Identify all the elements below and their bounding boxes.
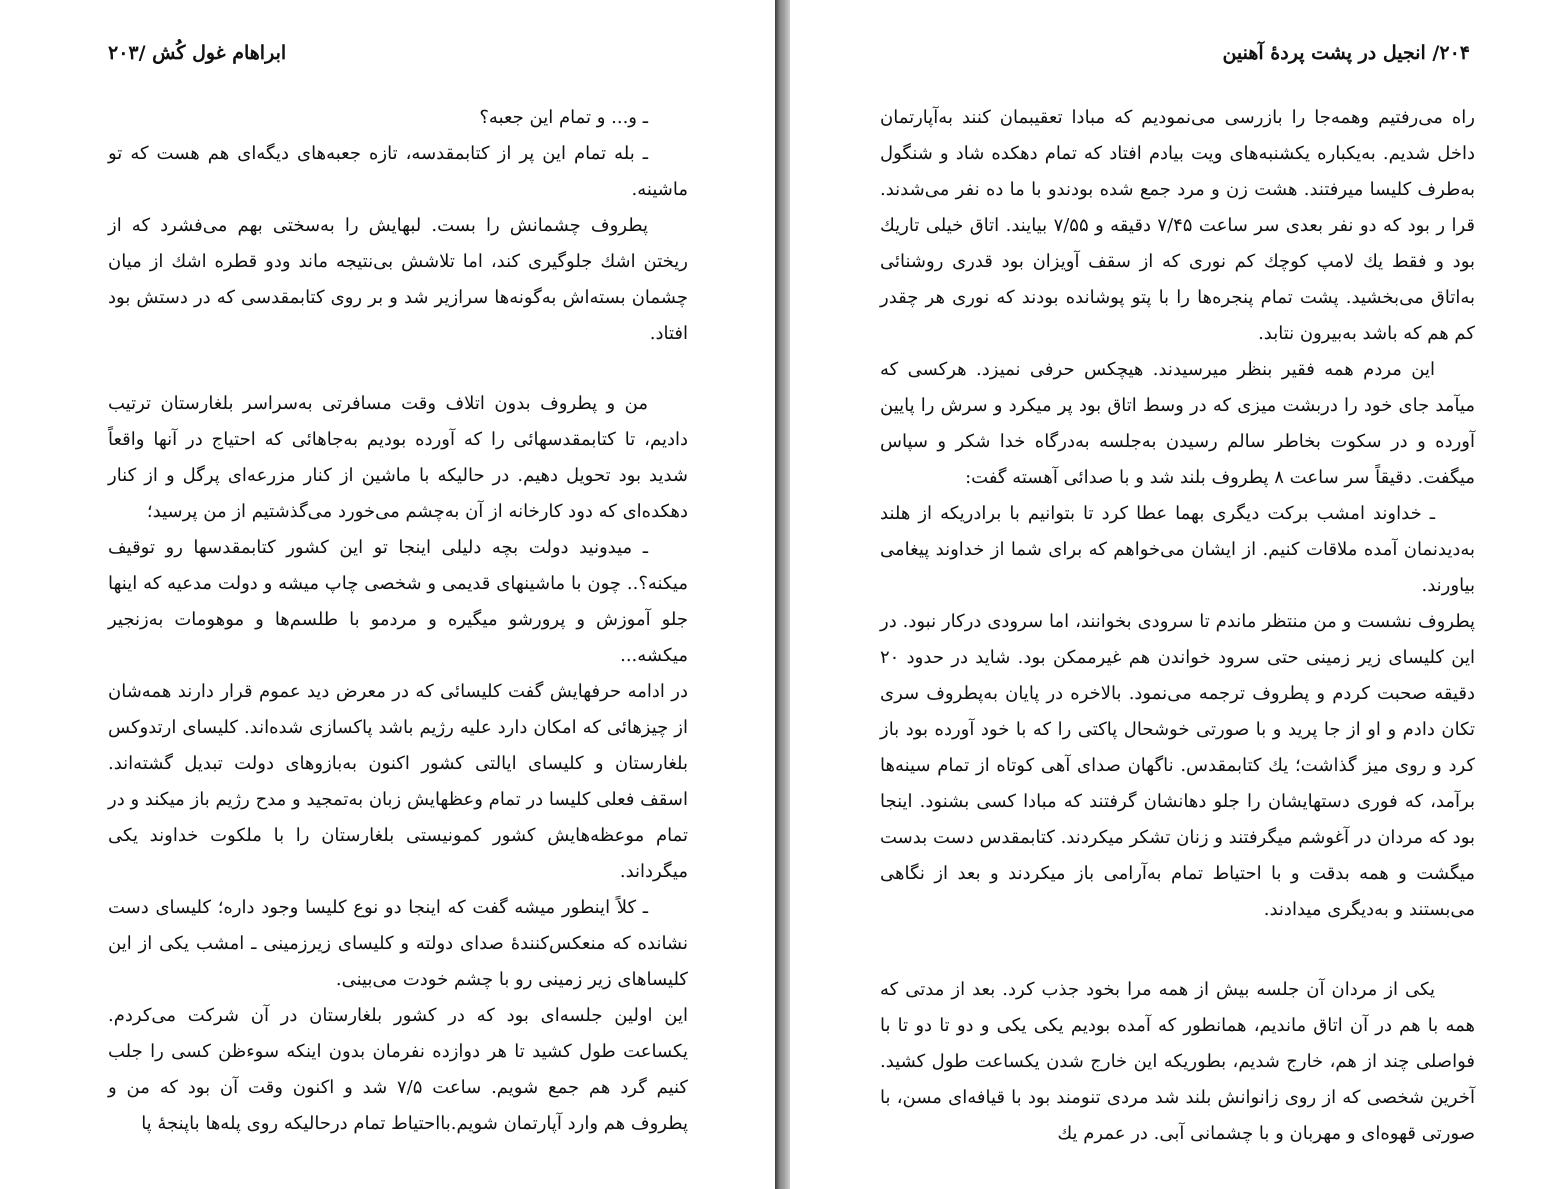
paragraph: ـ کلاً اینطور میشه گفت که اینجا دو نوع کلیسا وجود داره؛ کلیسای دست نشانده که منعکس‌کنندهٔ صدای دولته و کلیسای زیرزمینی ـ امشب یکی از این کلیساهای زیر زمینی رو با چشم خودت می‌بینی.	[108, 897, 688, 990]
paragraph: ـ بله تمام این پر از کتابمقدسه، تازه جعبه‌های دیگه‌ای هم هست که تو ماشینه.	[108, 143, 688, 200]
paragraph: یکی از مردان آن جلسه بیش از همه مرا بخود جذب کرد. بعد از مدتی که همه با هم در آن اتاق ماندیم، همانطور که آمده بودیم یکی یکی و دو تا دو تا با فواصلی چند از هم، خارج شدیم، بطوریکه این خارج شدن یکساعت طول کشید. آخرین شخصی که از روی زانوانش بلند شد مردی تنومند بود با قیافه‌ای مسن، با صورتی قهوه‌ای و مهربان و با چشمانی آبی. در عمرم یك	[880, 979, 1475, 1144]
left-page-header: ابراهام غول کُش /۲۰۳	[108, 42, 287, 64]
left-page	[0, 0, 775, 1189]
paragraph: این مردم همه فقیر بنظر میرسیدند. هیچکس حرفی نمیزد. هرکسی که میآمد جای خود را دربشت میزی که در وسط اتاق بود پر میکرد و سرش را پایین آورده و در سکوت بخاطر سالم رسیدن به‌جلسه به‌درگاه خدا شکر و سپاس میگفت. دقیقاً سر ساعت ۸ پطروف بلند شد و با صدائی آهسته گفت:	[880, 359, 1475, 488]
paragraph: ـ میدونید دولت بچه دلیلی اینجا تو این کشور کتابمقدسها رو توقیف میکنه؟.. چون با ماشینهای قدیمی و شخصی چاپ میشه و دولت مدعیه که اینها جلو آموزش و پرورشو میگیره و مردمو با طلسم‌ها و موهومات به‌زنجیر میکشه...	[108, 537, 688, 666]
right-page	[790, 0, 1560, 1189]
paragraph: ـ و... و تمام این جعبه؟	[479, 107, 648, 128]
right-page-body	[880, 100, 1475, 1152]
paragraph: راه می‌رفتیم وهمه‌جا را بازرسی می‌نمودیم که مبادا تعقیبمان کنند به‌آپارتمان داخل شدیم. به‌یکباره یکشنبه‌های ویت بیادم افتاد که تمام دهکده شاد و شنگول به‌طرف کلیسا میرفتند. هشت زن و مرد جمع شده بودندو با ما ده نفر می‌شدند. قرا ر بود که دو نفر بعدی سر ساعت ۷/۴۵ دقیقه و ۷/۵۵ بیایند. اتاق خیلی تاریك بود و فقط یك لامپ کوچك کم نوری که از سقف آویزان بود قدری روشنائی به‌اتاق می‌بخشید. پشت تمام پنجره‌ها را با پتو پوشانده بودند که نوری هر چقدر کم هم که باشد به‌بیرون نتابد.	[880, 107, 1475, 344]
right-page-header: ۲۰۴/ انجیل در پشت پردهٔ آهنین	[1222, 42, 1470, 64]
paragraph: من و پطروف بدون اتلاف وقت مسافرتی به‌سراسر بلغارستان ترتیب دادیم، تا کتابمقدسهائی را که آورده بودیم به‌جاهائی که احتیاج در آنها واقعاً شدید بود تحویل دهیم. در حالیکه با ماشین از کنار مزرعه‌ای پرگل و از کنار دهکده‌ای که دود کارخانه از آن به‌چشم می‌خورد می‌گذشتیم از من پرسید؛	[108, 393, 688, 522]
paragraph: در ادامه حرفهایش گفت کلیسائی که در معرض دید عموم قرار دارند همه‌شان از چیزهائی که امکان دارد علیه رژیم باشد پاکسازی شده‌اند. کلیسای ارتدوکس بلغارستان و کلیسای ایالتی کشور اکنون به‌بازوهای دولت تبدیل گشته‌اند. اسقف فعلی کلیسا در تمام وعظهایش زبان به‌تمجید و مدح رژیم باز میکند و در تمام موعظه‌هایش کشور کمونیستی بلغارستان را با ملکوت خداوند یکی میگرداند.	[108, 681, 688, 882]
paragraph: این اولین جلسه‌ای بود که در کشور بلغارستان در آن شرکت می‌کردم. یکساعت طول کشید تا هر دوازده نفرمان بدون اینکه سوءظن کسی را جلب کنیم گرد هم جمع شویم. ساعت ۷/۵ شد و اکنون وقت آن بود که من و پطروف هم وارد آپارتمان شویم.بااحتیاط تمام درحالیکه روی پله‌ها باپنجهٔ پا	[108, 1005, 689, 1134]
paragraph: ـ خداوند امشب برکت دیگری بهما عطا کرد تا بتوانیم با برادریکه از هلند به‌دیدنمان آمده ملاقات کنیم. از ایشان می‌خواهم که برای شما از خداوند پیغامی بیاورند.	[880, 503, 1475, 596]
book-gutter	[775, 0, 790, 1189]
paragraph: پطروف نشست و من منتظر ماندم تا سرودی بخوانند، اما سرودی درکار نبود. در این کلیسای زیر زمینی حتی سرود خواندن هم غیرممکن بود. شاید در حدود ۲۰ دقیقه صحبت کردم و پطروف ترجمه می‌نمود. بالاخره در پایان به‌پطروف سری تکان دادم و او از جا پرید و با صورتی خوشحال پاکتی را که با خود آورده بود باز کرد و روی میز گذاشت؛ یك کتابمقدس. ناگهان صدای آهی کوتاه از تمام سینه‌ها برآمد، که فوری دستهایشان را جلو دهانشان گرفتند که مبادا کسی بشنود. اینجا بود که مردان در آغوشم میگرفتند و زنان تشکر میکردند. کتابمقدس دست بدست میگشت و همه بدقت و با احتیاط تمام به‌آرامی باز میکردند و بعد از نگاهی می‌بستند و به‌دیگری میدادند.	[880, 611, 1475, 920]
paragraph: پطروف چشمانش را بست. لبهایش را به‌سختی بهم می‌فشرد که از ریختن اشك جلوگیری کند، اما تلاشش بی‌نتیجه ماند ودو قطره اشك از میان چشمان بسته‌اش به‌گونه‌ها سرازیر شد و بر روی کتابمقدسی که در دستش بود افتاد.	[108, 215, 688, 344]
left-page-body	[108, 100, 688, 1142]
